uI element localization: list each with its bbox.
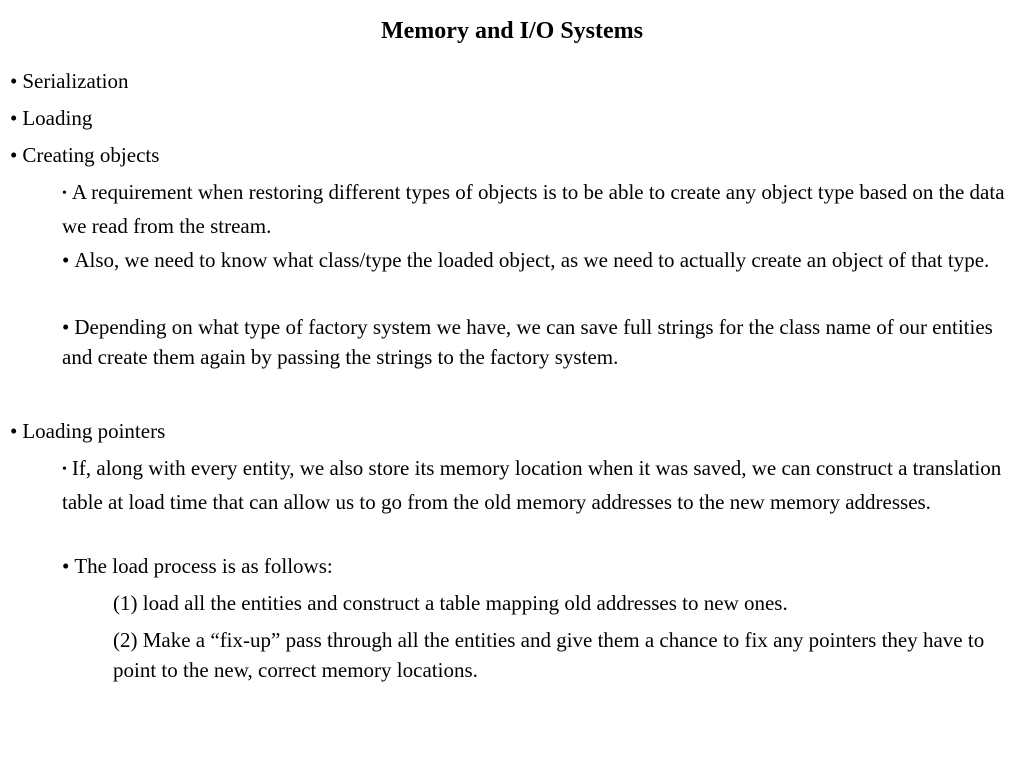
bullet-text: Also, we need to know what class/type the loaded object, as we need to actually create an object of that type.	[74, 248, 990, 272]
bullet-creating-objects	[10, 140, 159, 170]
bullet-text: Serialization	[22, 69, 129, 93]
bullet-text: Depending on what type of factory system we have, we can save full strings for the class name of our entities and create them again by passing the strings to the factory system.	[62, 315, 993, 369]
bullet-icon: •	[62, 186, 67, 201]
step-1	[113, 588, 1013, 618]
bullet-icon: •	[10, 419, 18, 443]
bullet-icon: •	[62, 248, 70, 272]
bullet-icon: •	[62, 315, 70, 339]
sub-bullet-translation-table	[62, 453, 1010, 517]
bullet-text: The load process is as follows:	[74, 554, 333, 578]
bullet-icon: •	[10, 106, 18, 130]
bullet-icon: •	[62, 554, 70, 578]
bullet-text: Creating objects	[22, 143, 160, 167]
step-text: (1) load all the entities and construct a table mapping old addresses to new ones.	[113, 591, 788, 615]
sub-bullet-factory-system	[62, 312, 1010, 372]
sub-bullet-class-type	[62, 245, 1010, 275]
bullet-loading-pointers	[10, 416, 165, 446]
slide-title: Memory and I/O Systems	[381, 18, 643, 44]
bullet-icon: •	[10, 143, 18, 167]
bullet-text: Loading	[22, 106, 93, 130]
sub-bullet-load-process	[62, 551, 1010, 581]
bullet-loading	[10, 103, 92, 133]
bullet-text: A requirement when restoring different types of objects is to be able to create any object type based on the data we read from the stream.	[62, 180, 1005, 238]
bullet-text: Loading pointers	[22, 419, 166, 443]
bullet-serialization	[10, 66, 129, 96]
sub-bullet-requirement	[62, 177, 1010, 241]
step-2	[113, 625, 1013, 685]
bullet-icon: •	[62, 462, 67, 477]
step-text: (2) Make a “fix-up” pass through all the entities and give them a chance to fix any pointers they have to point to the new, correct memory locations.	[113, 628, 985, 682]
bullet-icon: •	[10, 69, 18, 93]
bullet-text: If, along with every entity, we also store its memory location when it was saved, we can construct a translation table at load time that can allow us to go from the old memory addresses to the new memory addresses.	[62, 456, 1002, 514]
